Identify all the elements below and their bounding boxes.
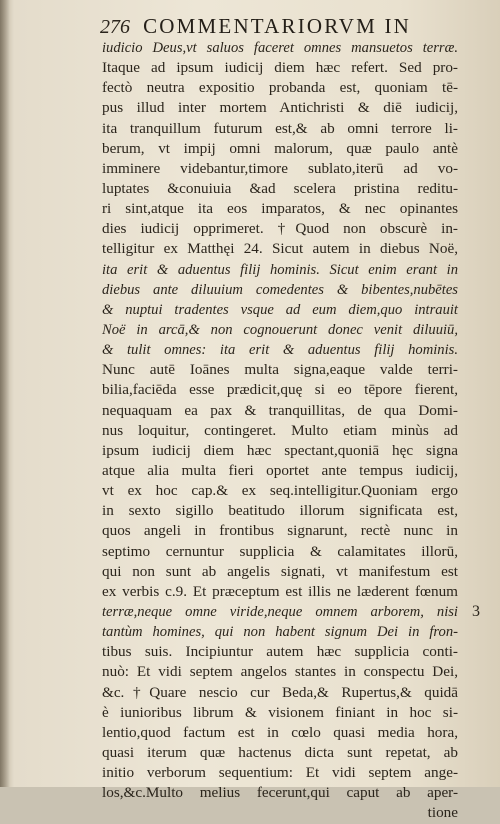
- text-line: ita tranquillum futurum est,& ab omni terrore li-: [102, 119, 458, 137]
- text-line: tione: [427, 804, 458, 822]
- binding-shadow: [0, 0, 10, 787]
- text-line: quasi iterum quæ hactenus dicta sunt repetat, ab: [102, 743, 458, 761]
- text-line: Nunc autē Ioānes multa signa,eaque valde terri-: [102, 361, 458, 379]
- text-line: dies iudicij opprimeret. †Quod non obscurè in-: [102, 220, 458, 238]
- text-line: &c.†Quare nescio cur Beda,& Rupertus,& quidā: [102, 683, 458, 701]
- text-line: quos angeli in frontibus signarunt, rectè nunc in: [102, 522, 458, 540]
- text-line: è iunioribus librum & visionem finiant in hoc si-: [102, 703, 458, 721]
- text-line: berum, vt impij omni malorum, quæ paulo antè: [102, 139, 458, 157]
- text-line: Noë in arcā,& non cognouerunt donec venit diluuiū,: [102, 321, 458, 338]
- text-line: qui non sunt ab angelis signati, vt manifestum est: [102, 562, 458, 580]
- text-line: telligitur ex Matthęi 24. Sicut autem in diebus Noë,: [102, 240, 458, 258]
- text-line: septimo cernuntur supplicia & calamitates illorū,: [102, 542, 458, 560]
- text-line: pus illud inter mortem Antichristi & diē iudicij,: [102, 99, 458, 117]
- text-line: los,&c.Multo melius fecerunt,qui caput ab aper-: [102, 784, 458, 802]
- text-line: Itaque ad ipsum iudicij diem hæc refert. Sed pro-: [102, 59, 458, 77]
- text-line: & tulit omnes: ita erit & aduentus filij hominis.: [102, 342, 458, 359]
- text-line: bilia,faciēda esse prædicit,quę si eo tēpore fierent,: [102, 381, 458, 399]
- margin-note: 3: [472, 603, 480, 620]
- text-line: lentio,quod factum est in cœlo quasi media hora,: [102, 723, 458, 741]
- running-title: COMMENTARIORVM IN: [143, 14, 412, 38]
- text-line: ri sint,atque ita eos imparatos, & nec opinantes: [102, 200, 458, 218]
- text-line: ita erit & aduentus filij hominis. Sicut enim erant in: [102, 261, 458, 278]
- text-line: fectò neutra expositio probanda est, quoniam tē-: [102, 79, 458, 97]
- text-line: tibus suis. Incipiuntur autem hæc supplicia conti-: [102, 643, 458, 661]
- text-line: atque alia multa fieri oportet ante tempus iudicij,: [102, 461, 458, 479]
- text-line: initio verborum sequentium: Et vidi septem ange-: [102, 764, 458, 782]
- text-line: imminere videbantur,timore sublato,iterū ad vo-: [102, 159, 458, 177]
- text-line: ipsum iudicij diem hæc spectant,quoniā hęc signa: [102, 441, 458, 459]
- text-line: luptates &conuiuia &ad scelera pristina reditu-: [102, 179, 458, 197]
- text-line: vt ex hoc cap.& ex seq.intelligitur.Quoniam ergo: [102, 482, 458, 500]
- text-line: ex verbis c.9. Et præceptum est illis ne læderent fœnum: [102, 582, 458, 600]
- text-line: nuò: Et vidi septem angelos stantes in conspectu Dei,: [102, 663, 458, 681]
- text-line: terræ,neque omne viride,neque omnem arborem, nisi: [102, 603, 458, 620]
- text-line: & nuptui tradentes vsque ad eum diem,quo intrauit: [102, 301, 458, 318]
- running-head: [100, 14, 460, 40]
- text-line: nequaquam ea pax & tranquillitas, de qua Domi-: [102, 401, 458, 419]
- text-line: iudicio Deus,vt saluos faceret omnes mansuetos terræ.: [102, 40, 458, 56]
- body-text: [102, 38, 458, 823]
- text-line: in sexto sigillo beatitudo illorum significata est,: [102, 502, 458, 520]
- text-line: diebus ante diluuium comedentes & bibentes,nubētes: [102, 281, 458, 298]
- text-line: nus loquitur, contingeret. Multo etiam minùs ad: [102, 421, 458, 439]
- text-line: tantùm homines, qui non habent signum Dei in fron-: [102, 624, 458, 641]
- page-number: 276: [100, 16, 130, 38]
